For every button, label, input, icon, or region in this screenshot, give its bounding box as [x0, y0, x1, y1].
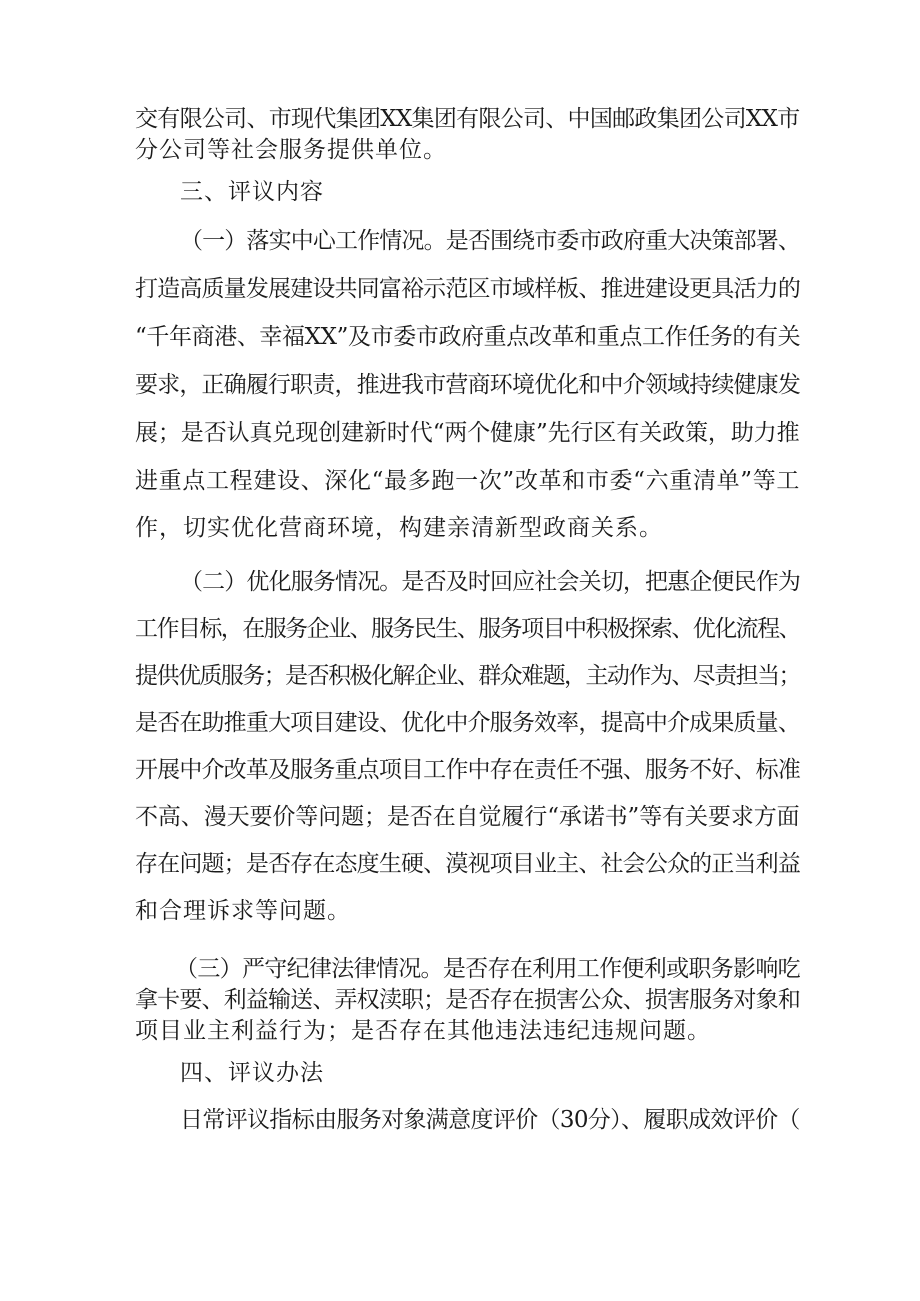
- paragraph-line: （一）落实中心工作情况。是否围绕市委市政府重大决策部署、: [180, 228, 801, 254]
- paragraph-line: 展；是否认真兑现创建新时代“两个健康”先行区有关政策，助力推: [135, 420, 800, 446]
- paragraph-line: 是否在助推重大项目建设、优化中介服务效率，提高中介成果质量、: [135, 710, 801, 736]
- paragraph-line: 不高、漫天要价等问题；是否在自觉履行“承诺书”等有关要求方面: [135, 804, 800, 830]
- paragraph-line: 项目业主利益行为；是否存在其他违法违纪违规问题。: [135, 1018, 711, 1044]
- paragraph-line: 要求，正确履行职责，推进我市营商环境优化和中介领域持续健康发: [135, 372, 801, 398]
- paragraph-line: 开展中介改革及服务重点项目工作中存在责任不强、服务不好、标准: [135, 757, 801, 783]
- section-heading-4: 四、评议办法: [180, 1060, 324, 1086]
- paragraph-line: 提供优质服务；是否积极化解企业、群众难题，主动作为、尽责担当；: [135, 663, 801, 689]
- paragraph-line: 交有限公司、市现代集团XX集团有限公司、中国邮政集团公司XX市: [135, 106, 800, 132]
- paragraph-line: 工作目标，在服务企业、服务民生、服务项目中积极探索、优化流程、: [135, 616, 801, 642]
- paragraph-line: （三）严守纪律法律情况。是否存在利用工作便利或职务影响吃: [175, 956, 801, 982]
- paragraph-line: 和合理诉求等问题。: [135, 898, 351, 924]
- paragraph-line: 作，切实优化营商环境，构建亲清新型政商关系。: [135, 515, 663, 541]
- paragraph-line: 日常评议指标由服务对象满意度评价（30分）、履职成效评价（: [180, 1107, 800, 1133]
- section-heading-3: 三、评议内容: [180, 179, 324, 205]
- paragraph-line: 进重点工程建设、深化“最多跑一次”改革和市委“六重清单”等工: [135, 468, 801, 494]
- paragraph-line: 打造高质量发展建设共同富裕示范区市域样板、推进建设更具活力的: [135, 276, 801, 302]
- paragraph-line: （二）优化服务情况。是否及时回应社会关切，把惠企便民作为: [180, 569, 801, 595]
- paragraph-line: 分公司等社会服务提供单位。: [135, 137, 447, 163]
- paragraph-line: 存在问题；是否存在态度生硬、漠视项目业主、社会公众的正当利益: [135, 851, 801, 877]
- paragraph-line: 拿卡要、利益输送、弄权渎职；是否存在损害公众、损害服务对象和: [135, 987, 801, 1013]
- paragraph-line: “千年商港、幸福XX”及市委市政府重点改革和重点工作任务的有关: [135, 324, 801, 350]
